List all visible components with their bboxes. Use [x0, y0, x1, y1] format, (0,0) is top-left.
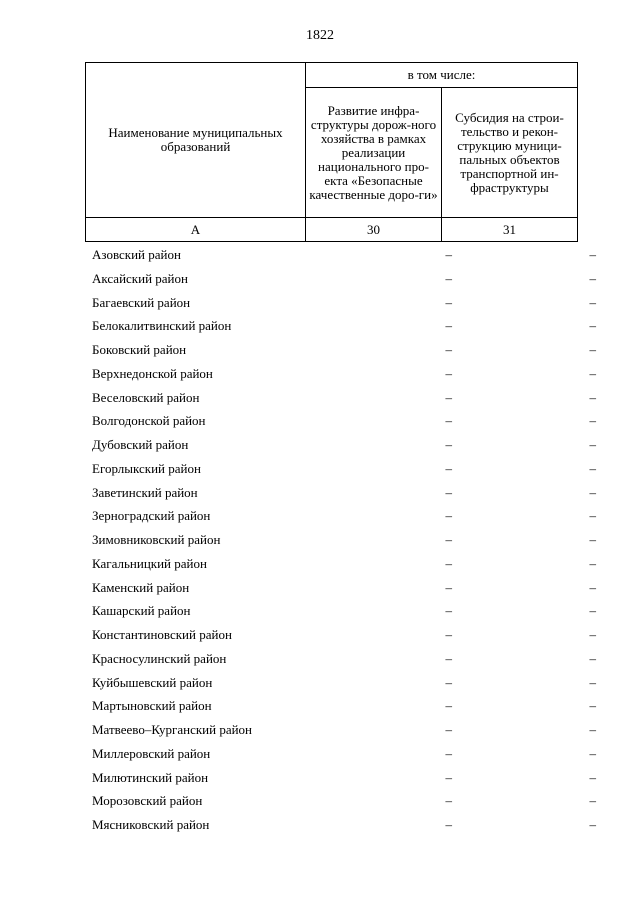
page-number: 1822: [306, 28, 334, 43]
table-row: [85, 647, 601, 671]
value-col-31: –: [589, 270, 596, 286]
value-col-30: –: [445, 413, 452, 429]
table-row: [85, 409, 601, 433]
value-col-30: –: [445, 389, 452, 405]
value-col-30: –: [445, 508, 452, 524]
district-name: Константиновский район: [92, 627, 232, 642]
index-cell-31: 31: [442, 218, 578, 242]
value-col-31: –: [589, 579, 596, 595]
value-col-31: –: [589, 342, 596, 357]
district-name: Куйбышевский район: [92, 674, 213, 690]
value-col-31: –: [589, 318, 596, 334]
value-col-31: –: [589, 555, 596, 571]
value-col-30: –: [445, 674, 452, 690]
value-col-30: –: [445, 745, 452, 761]
table-row: [85, 718, 601, 742]
value-col-31: –: [589, 793, 596, 809]
value-col-31: –: [589, 437, 596, 452]
district-name: Волгодонской район: [92, 413, 206, 429]
value-col-30: –: [445, 650, 452, 666]
value-col-30: –: [445, 365, 452, 381]
value-col-30: –: [445, 270, 452, 286]
district-name: Егорлыкский район: [92, 460, 201, 476]
district-name: Каменский район: [92, 579, 190, 595]
index-cell-name: А: [86, 218, 306, 242]
value-col-30: –: [445, 532, 452, 547]
value-col-31: –: [589, 532, 596, 547]
district-name: Боковский район: [92, 342, 187, 357]
table-row: [85, 528, 601, 552]
value-col-31: –: [589, 650, 596, 666]
value-col-31: –: [589, 817, 596, 832]
table-row: [85, 243, 601, 267]
value-col-30: –: [445, 603, 452, 619]
district-name: Миллеровский район: [92, 745, 211, 761]
value-col-30: –: [445, 627, 452, 642]
table-row: [85, 599, 601, 623]
table-header: [85, 62, 578, 242]
value-col-31: –: [589, 745, 596, 761]
district-name: Верхнедонской район: [92, 365, 213, 381]
value-col-31: –: [589, 365, 596, 381]
value-col-31: –: [589, 603, 596, 619]
value-col-30: –: [445, 769, 452, 785]
district-name: Зерноградский район: [92, 508, 211, 524]
table-row: [85, 552, 601, 576]
table-row: [85, 433, 601, 457]
table-row: [85, 457, 601, 481]
value-col-30: –: [445, 555, 452, 571]
table-row: [85, 267, 601, 291]
district-name: Веселовский район: [92, 389, 200, 405]
district-name: Кагальницкий район: [92, 555, 207, 571]
value-col-31: –: [589, 389, 596, 405]
table-row: [85, 671, 601, 695]
value-col-30: –: [445, 817, 452, 832]
value-col-31: –: [589, 247, 596, 262]
value-col-30: –: [445, 722, 452, 737]
value-col-31: –: [589, 698, 596, 714]
value-col-30: –: [445, 294, 452, 310]
table-body: [85, 243, 601, 837]
value-col-30: –: [445, 460, 452, 476]
table-row: [85, 362, 601, 386]
index-cell-30: 30: [306, 218, 442, 242]
table-row: [85, 481, 601, 505]
table-row: [85, 386, 601, 410]
table-row: [85, 813, 601, 837]
table-row: [85, 314, 601, 338]
district-name: Мартыновский район: [92, 698, 212, 714]
table-row: [85, 576, 601, 600]
district-name: Кашарский район: [92, 603, 191, 619]
value-col-31: –: [589, 508, 596, 524]
value-col-31: –: [589, 294, 596, 310]
value-col-30: –: [445, 437, 452, 452]
value-col-30: –: [445, 342, 452, 357]
district-name: Милютинский район: [92, 769, 209, 785]
value-col-30: –: [445, 793, 452, 809]
district-name: Красносулинский район: [92, 650, 227, 666]
district-name: Белокалитвинский район: [92, 318, 232, 334]
district-name: Морозовский район: [92, 793, 203, 809]
table-row: [85, 338, 601, 362]
value-col-30: –: [445, 318, 452, 334]
value-col-31: –: [589, 484, 596, 500]
name-column-heading: Наименование муниципальных образований: [86, 63, 306, 218]
district-name: Багаевский район: [92, 294, 191, 310]
value-col-31: –: [589, 722, 596, 737]
value-col-31: –: [589, 460, 596, 476]
district-name: Зимовниковский район: [92, 532, 221, 547]
value-col-31: –: [589, 413, 596, 429]
table-row: [85, 789, 601, 813]
district-name: Заветинский район: [92, 484, 198, 500]
district-name: Аксайский район: [92, 270, 188, 286]
table-row: [85, 504, 601, 528]
value-col-31: –: [589, 674, 596, 690]
value-col-30: –: [445, 579, 452, 595]
value-col-30: –: [445, 484, 452, 500]
district-name: Дубовский район: [92, 437, 189, 452]
district-name: Матвеево–Курганский район: [92, 722, 253, 737]
value-col-30: –: [445, 247, 452, 262]
table-row: [85, 623, 601, 647]
district-name: Мясниковский район: [92, 817, 210, 832]
column-30-heading: Развитие инфра-структуры дорож-ного хозяйства в рамках реализации национального про-екта «Безопасные качественные доро-ги»: [306, 88, 442, 218]
table-row: [85, 694, 601, 718]
group-heading: в том числе:: [306, 63, 578, 88]
value-col-30: –: [445, 698, 452, 714]
value-col-31: –: [589, 769, 596, 785]
table-row: [85, 766, 601, 790]
table-row: [85, 291, 601, 315]
district-name: Азовский район: [92, 247, 181, 262]
table-row: [85, 742, 601, 766]
value-col-31: –: [589, 627, 596, 642]
column-31-heading: Субсидия на строи-тельство и рекон-струкцию муници-пальных объектов транспортной ин-фраструктуры: [442, 88, 578, 218]
